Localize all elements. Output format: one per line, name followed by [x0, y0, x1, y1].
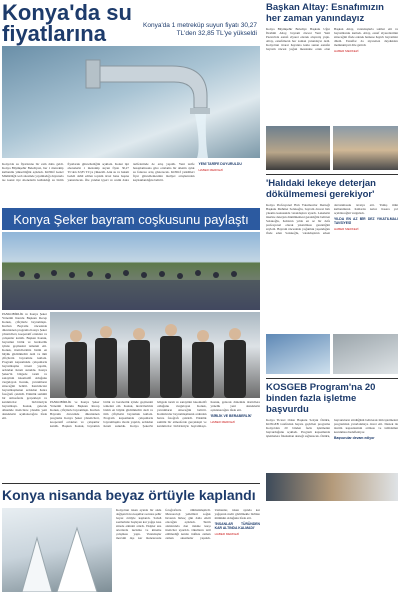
konya-seker-subhead: 'BİRLİK VE BERABERLİK'	[210, 414, 253, 418]
konya-seker-banner	[2, 208, 260, 230]
altay-market-photo-2	[333, 126, 398, 170]
snow-subhead: 'İNSANLAR TÜRÜNDEN KAR ALTINDA KALMADI'	[214, 522, 260, 530]
altay-body-text: Konya Büyükşehir Belediye Başkanı Uğur İbrahim Altay, bayram öncesi Yeni Yeni Pazarı'nda esnafı ziyaret ederek alışveriş yaptı. Altay, esnafımızın her zaman yanındayız dedi. Konya'nın ticaret hayatına katkı sunan esnafın bayram öncesi yoğun mesaisine ortak olan Başkan Altay, vatandaşlarla sohbet etti ve bayramlarını kutladı. Altay, esnaf ziyaretlerinin süreceğini ifade ederek herkese hayırlı bayramlar diledi. Esnaflar da ziyaretten duydukları memnuniyeti dile getirdi.	[266, 27, 398, 51]
konya-seker-body-text-b: PANKOBİRLİK ve Konya Şeker Yönetim Kurulu Başkanı Recep Konuk, çiftçilerle bayramlaştı. Kurban Bayramı öncesinde düzenlenen programa Konya Şeker yöneticileri, kooperatif ortakları ve çalışanlar katıldı. Başkan Konuk, bayramın birlik ve beraberlik içinde geçmesini temenni etti. Konuk, üreticilerimiz bizim en büyük gücümüzdür dedi ve tüm çiftçilerin bayramını kutladı. Program kapsamında çalışanlarla bayramlaşma töreni yapıldı, ardından ikram sunuldu. Konya Şeker'in bölgede tarım ve sanayinin lokomotifi olduğunu vurgulayan Konuk, yatırımların süreceğini belirtti. Katılımcılar bayramlaşmanın ardından hatıra fotoğrafı çektirdi. Etkinlik samimi bir atmosferde gerçekleşti ve katılımcılar birbirleriyle bayramlaştı. Konuk, gelecek dönemde üreticilere yönelik yeni desteklerin açıklanacağını ifade etti.	[50, 400, 260, 428]
snow-tree-icon	[2, 508, 112, 592]
altay-byline: HABER MERKEZİ	[334, 49, 359, 53]
crowd-illustration	[2, 232, 260, 310]
konya-seker-crowd-photo	[2, 232, 260, 310]
kosgeb-subhead: Başvurular devam ediyor	[334, 436, 375, 440]
right-divider-1	[266, 174, 398, 175]
konya-seker-byline: HABER MERKEZİ	[210, 420, 236, 424]
carpet-photo-2	[333, 334, 398, 374]
altay-headline: Başkan Altay: Esnafımızın her zaman yanındayız	[266, 2, 384, 24]
water-price-article	[2, 2, 260, 204]
water-price-subhead: YENİ TARİFE DUYURULDU	[198, 162, 242, 166]
water-price-body-text: Konya'da su fiyatlarına bir zam daha geldi. Konya Büyükşehir Belediyesi, her 1 metreküp kullanımı yükselttiğini açıkladı. KOSKİ Genel Müdürlüğü web sitesinde yayımladığı duyuruda ise konut tipi abonelerin kullandığı su birim fiyatlarını güncellediğini açıkladı. Konut tipi abonelerin 1 metreküp suyun fiyatı 30,27 TL'den 32,85 TL'ye yükseldi. Atık su ve bakım bedeli dahil edilen toplam ücret hane başına yansıtılacak. Öte yandan işyeri ve resmi daire tarifelerinde de artış yapıldı. Yeni tarife hesaplamasına göre ortalama bir ailenin aylık su faturası artış gösterecek. KOSKİ yetkilileri fiyat güncellemesinin maliyet artışlarından kaynaklandığını belirtti.	[2, 162, 195, 182]
kosgeb-photo	[266, 473, 398, 501]
konya-seker-body-text-a: PANKOBİRLİK ve Konya Şeker Yönetim Kurulu Başkanı Recep Konuk, çiftçilerle bayramlaştı. Kurban Bayramı öncesinde düzenlenen programa Konya Şeker yöneticileri, kooperatif ortakları ve çalışanlar katıldı. Başkan Konuk, bayramın birlik ve beraberlik içinde geçmesini temenni etti. Konuk, üreticilerimiz bizim en büyük gücümüzdür dedi ve tüm çiftçilerin bayramını kutladı. Program kapsamında çalışanlarla bayramlaşma töreni yapıldı, ardından ikram sunuldu. Konya Şeker'in bölgede tarım ve sanayinin lokomotifi olduğunu vurgulayan Konuk, yatırımların süreceğini belirtti. Katılımcılar bayramlaşmanın ardından hatıra fotoğrafı çektirdi. Etkinlik samimi bir atmosferde gerçekleşti ve katılımcılar birbirleriyle bayramlaştı. Konuk, gelecek dönemde üreticilere yönelik yeni desteklerin açıklanacağını ifade etti.	[2, 312, 47, 420]
water-price-body	[2, 162, 260, 202]
carpet-photo-1	[266, 334, 330, 374]
snow-body	[116, 508, 260, 592]
kosgeb-body-text: Konya Ticaret Odası Başkanı Selçuk Öztürk, KOSGEB tarafından hayata geçirilen programa Konya'dan 20 binden fazla işletmenin başvurduğunu açıkladı. Program kapsamında işletmelere finansman desteği sağlanacak. Öztürk, başvuruların sürdüğünü belirterek tüm işletmeleri programdan yararlanmaya davet etti. Destek ile üretim kapasitesinin artması ve istihdamın korunması hedefleniyor.	[266, 418, 398, 438]
snow-photo	[2, 508, 112, 592]
kosgeb-headline: KOSGEB Program'na 20 binden fazla işletme başvurdu	[266, 382, 376, 415]
carpet-byline: HABER MERKEZİ	[334, 227, 359, 231]
altay-body	[266, 27, 398, 123]
water-price-headline: Konya'da su fiyatlarına	[2, 0, 132, 46]
carpet-body-text: Konya Profesyonel Halı Yıkamacılar Derneği Başkanı Mehmet Solakoğlu, bayram öncesi halı yıkama konusunda vatandaşları uyardı. Lekelerin üzerine deterjan dökülmemesi gerektiğini belirten Solakoğlu, halıların yılda en az bir defa profesyonel olarak yıkatılması gerektiğini söyledi. Bayram öncesinde yoğunluk yaşandığını ifade eden Solakoğlu, vatandaşların erken davranmasını tavsiye etti. Yanlış ürün kullanımının halılarda kalıcı hasara yol açabileceğini vurguladı.	[266, 203, 398, 235]
carpet-headline: 'Halıdaki lekeye deterjan dökülmemesi gerekiyor'	[266, 178, 376, 200]
carpet-subhead: YILDA EN AZ BİR DEZ YIKATILMALI TAVSİYESİ	[334, 217, 398, 225]
right-column	[266, 2, 398, 592]
carpet-body	[266, 203, 398, 331]
snow-headline: Konya nisanda beyaz örtüyle kaplandı	[2, 487, 256, 503]
water-tap-photo	[2, 46, 260, 158]
kosgeb-body	[266, 418, 398, 470]
water-price-deck: Konya'da 1 metreküp suyun fiyatı 30,27 TL'den 32,85 TL'ye yükseldi	[143, 22, 257, 37]
water-price-byline: HABER MERKEZİ	[198, 168, 224, 172]
konya-seker-headline: Konya Şeker bayram coşkusunu paylaştı	[13, 211, 249, 227]
officials-illustration	[50, 312, 260, 398]
bottom-divider	[2, 483, 260, 484]
snow-body-text: Konya'nın nisan ayında bir anda değişen hava koşulları sonrası şehir beyaz örtüyle kaplandı. Sabah saatlerinde başlayan kar yağışı kısa sürede etkisini artırdı. Ekipler ana arterlerde tuzlama ve küreme çalışması yaptı. Vatandaşlar mevsim dışı kar manzarasını fotoğraflarla ölümsüzleştirdi. Meteoroloji yetkilileri soğuk havanın birkaç gün daha etkili olacağını açıkladı. Tarım alanlarında don riskine karşı üreticiler uyarıldı. Okulların tatil edilmediği kentte trafikte zaman zaman aksamalar yaşandı. Uzmanlar, nisan ayında kar yağışının nadir görülmekle birlikte mümkün olduğunu ifade etti.	[116, 508, 260, 540]
konya-seker-body	[50, 400, 260, 480]
konya-seker-officials-photo	[50, 312, 260, 398]
konya-seker-leftcol	[2, 312, 47, 480]
right-divider-2	[266, 378, 398, 379]
faucet-icon	[2, 46, 260, 158]
snow-byline: HABER MERKEZİ	[214, 532, 240, 536]
altay-market-photo-1	[266, 126, 330, 170]
